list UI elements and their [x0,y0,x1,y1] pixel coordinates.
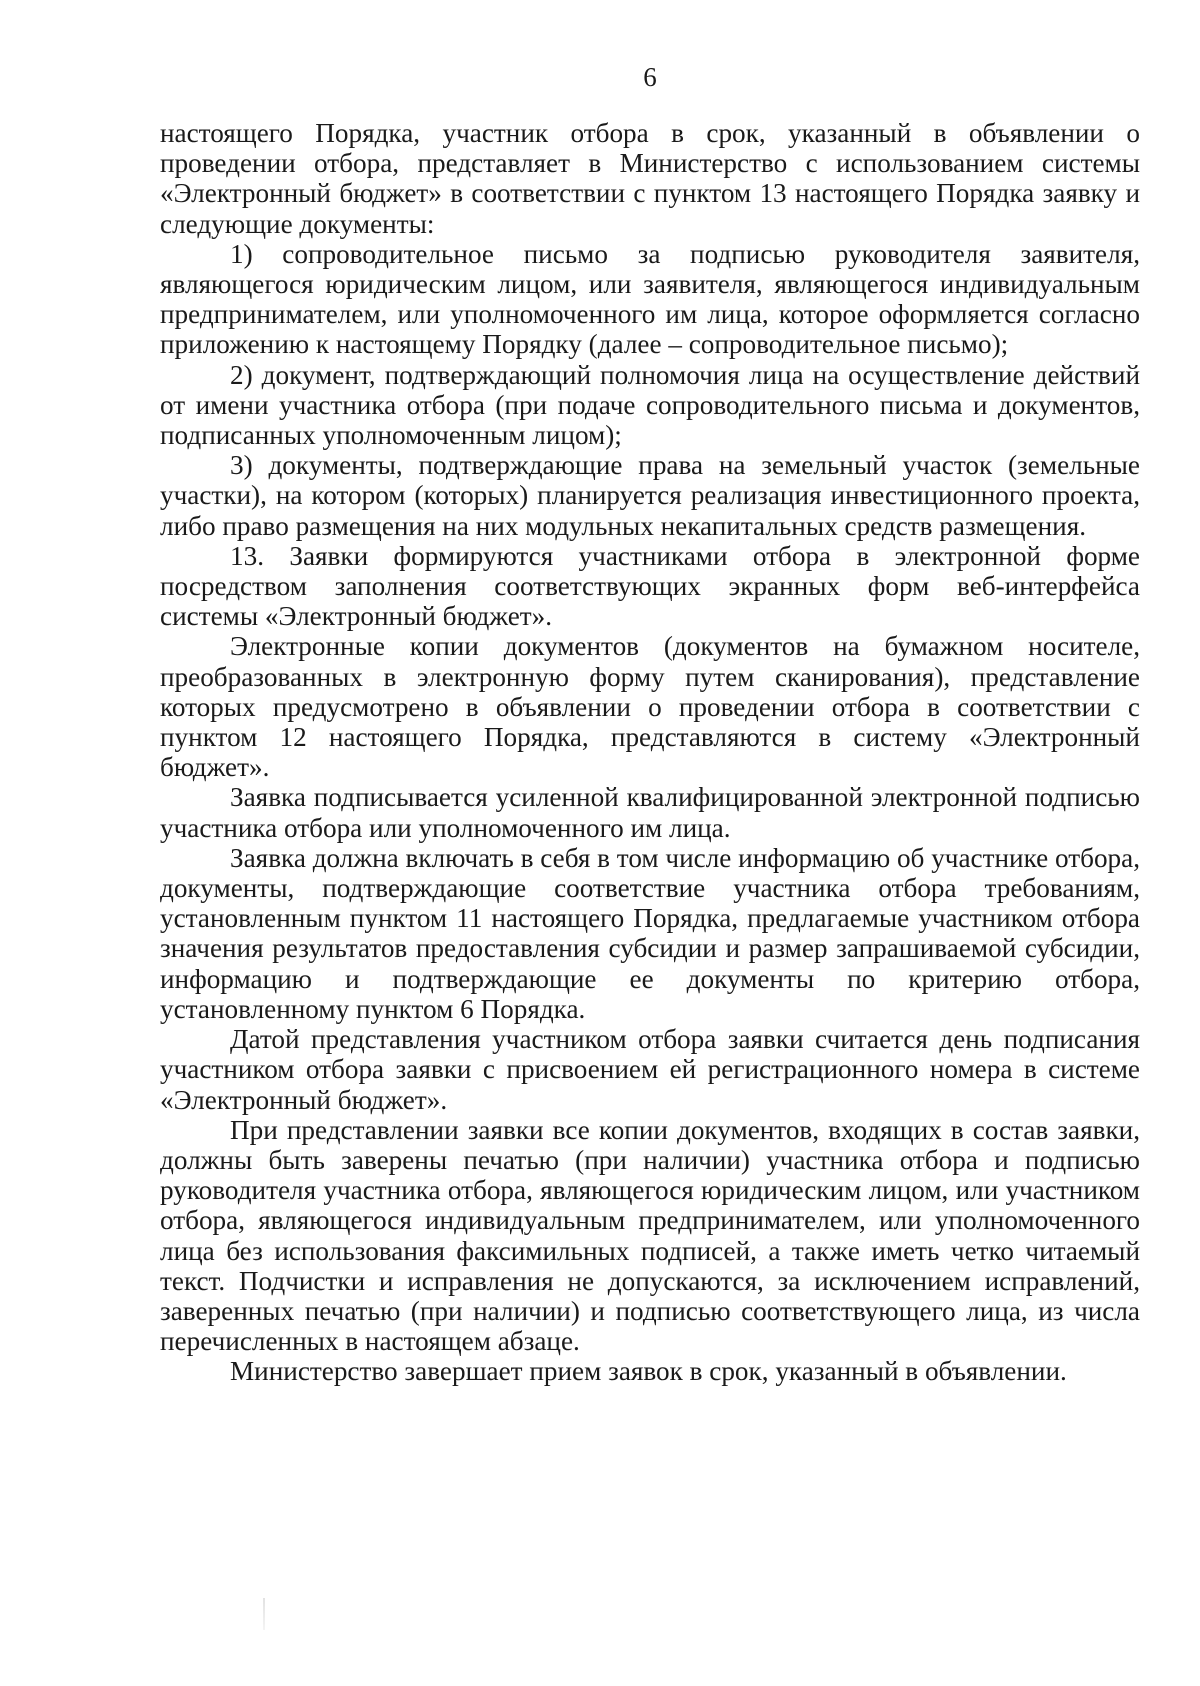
scan-artifact [263,1598,265,1630]
document-body [160,118,1140,1387]
paragraph-continuation: настоящего Порядка, участник отбора в срок, указанный в объявлении о проведении отбора, представляет в Министерство с использованием системы «Электронный бюджет» в соответствии с пунктом 13 настоящего Порядка заявку и следующие документы: [160,118,1140,239]
paragraph-electronic-copies: Электронные копии документов (документов на бумажном носителе, преобразованных в электронную форму путем сканирования), представление которых предусмотрено в объявлении о проведении отбора в соответствии с пунктом 12 настоящего Порядка, представляются в систему «Электронный бюджет». [160,631,1140,783]
paragraph-13: 13. Заявки формируются участниками отбора в электронной форме посредством заполнения соответствующих экранных форм веб-интерфейса системы «Электронный бюджет». [160,540,1140,632]
list-item-2: 2) документ, подтверждающий полномочия лица на осуществление действий от имени участника отбора (при подаче сопроводительного письма и документов, подписанных уполномоченным лицом); [160,359,1140,451]
list-item-1: 1) сопроводительное письмо за подписью руководителя заявителя, являющегося юридическим лицом, или заявителя, являющегося индивидуальным предпринимателем, или уполномоченного им лица, которое оформляется согласно приложению к настоящему Порядку (далее – сопроводительное письмо); [160,238,1140,360]
paragraph-application-contents: Заявка должна включать в себя в том числе информацию об участнике отбора, документы, подтверждающие соответствие участника отбора требованиям, установленным пунктом 11 настоящего Порядка, предлагаемые участником отбора значения результатов предоставления субсидии и размер запрашиваемой субсидии, информацию и подтверждающие ее документы по критерию отбора, установленному пунктом 6 Порядка. [160,842,1140,1024]
list-item-3: 3) документы, подтверждающие права на земельный участок (земельные участки), на котором (которых) планируется реализация инвестиционного проекта, либо право размещения на них модульных некапитальных средств размещения. [160,450,1140,541]
paragraph-signature: Заявка подписывается усиленной квалифицированной электронной подписью участника отбора или уполномоченного им лица. [160,782,1140,843]
paragraph-submission-date: Датой представления участником отбора заявки считается день подписания участником отбора заявки с присвоением ей регистрационного номера в системе «Электронный бюджет». [160,1024,1140,1115]
paragraph-completion: Министерство завершает прием заявок в срок, указанный в объявлении. [230,1356,1067,1387]
page-number: 6 [643,62,657,92]
paragraph-certified-copies: При представлении заявки все копии документов, входящих в состав заявки, должны быть заверены печатью (при наличии) участника отбора и подписью руководителя участника отбора, являющегося юридическим лицом, или участником отбора, являющегося индивидуальным предпринимателем, или уполномоченного лица без использования факсимильных подписей, а также иметь четко читаемый текст. Подчистки и исправления не допускаются, за исключением исправлений, заверенных печатью (при наличии) и подписью соответствующего лица, из числа перечисленных в настоящем абзаце. [160,1114,1140,1357]
